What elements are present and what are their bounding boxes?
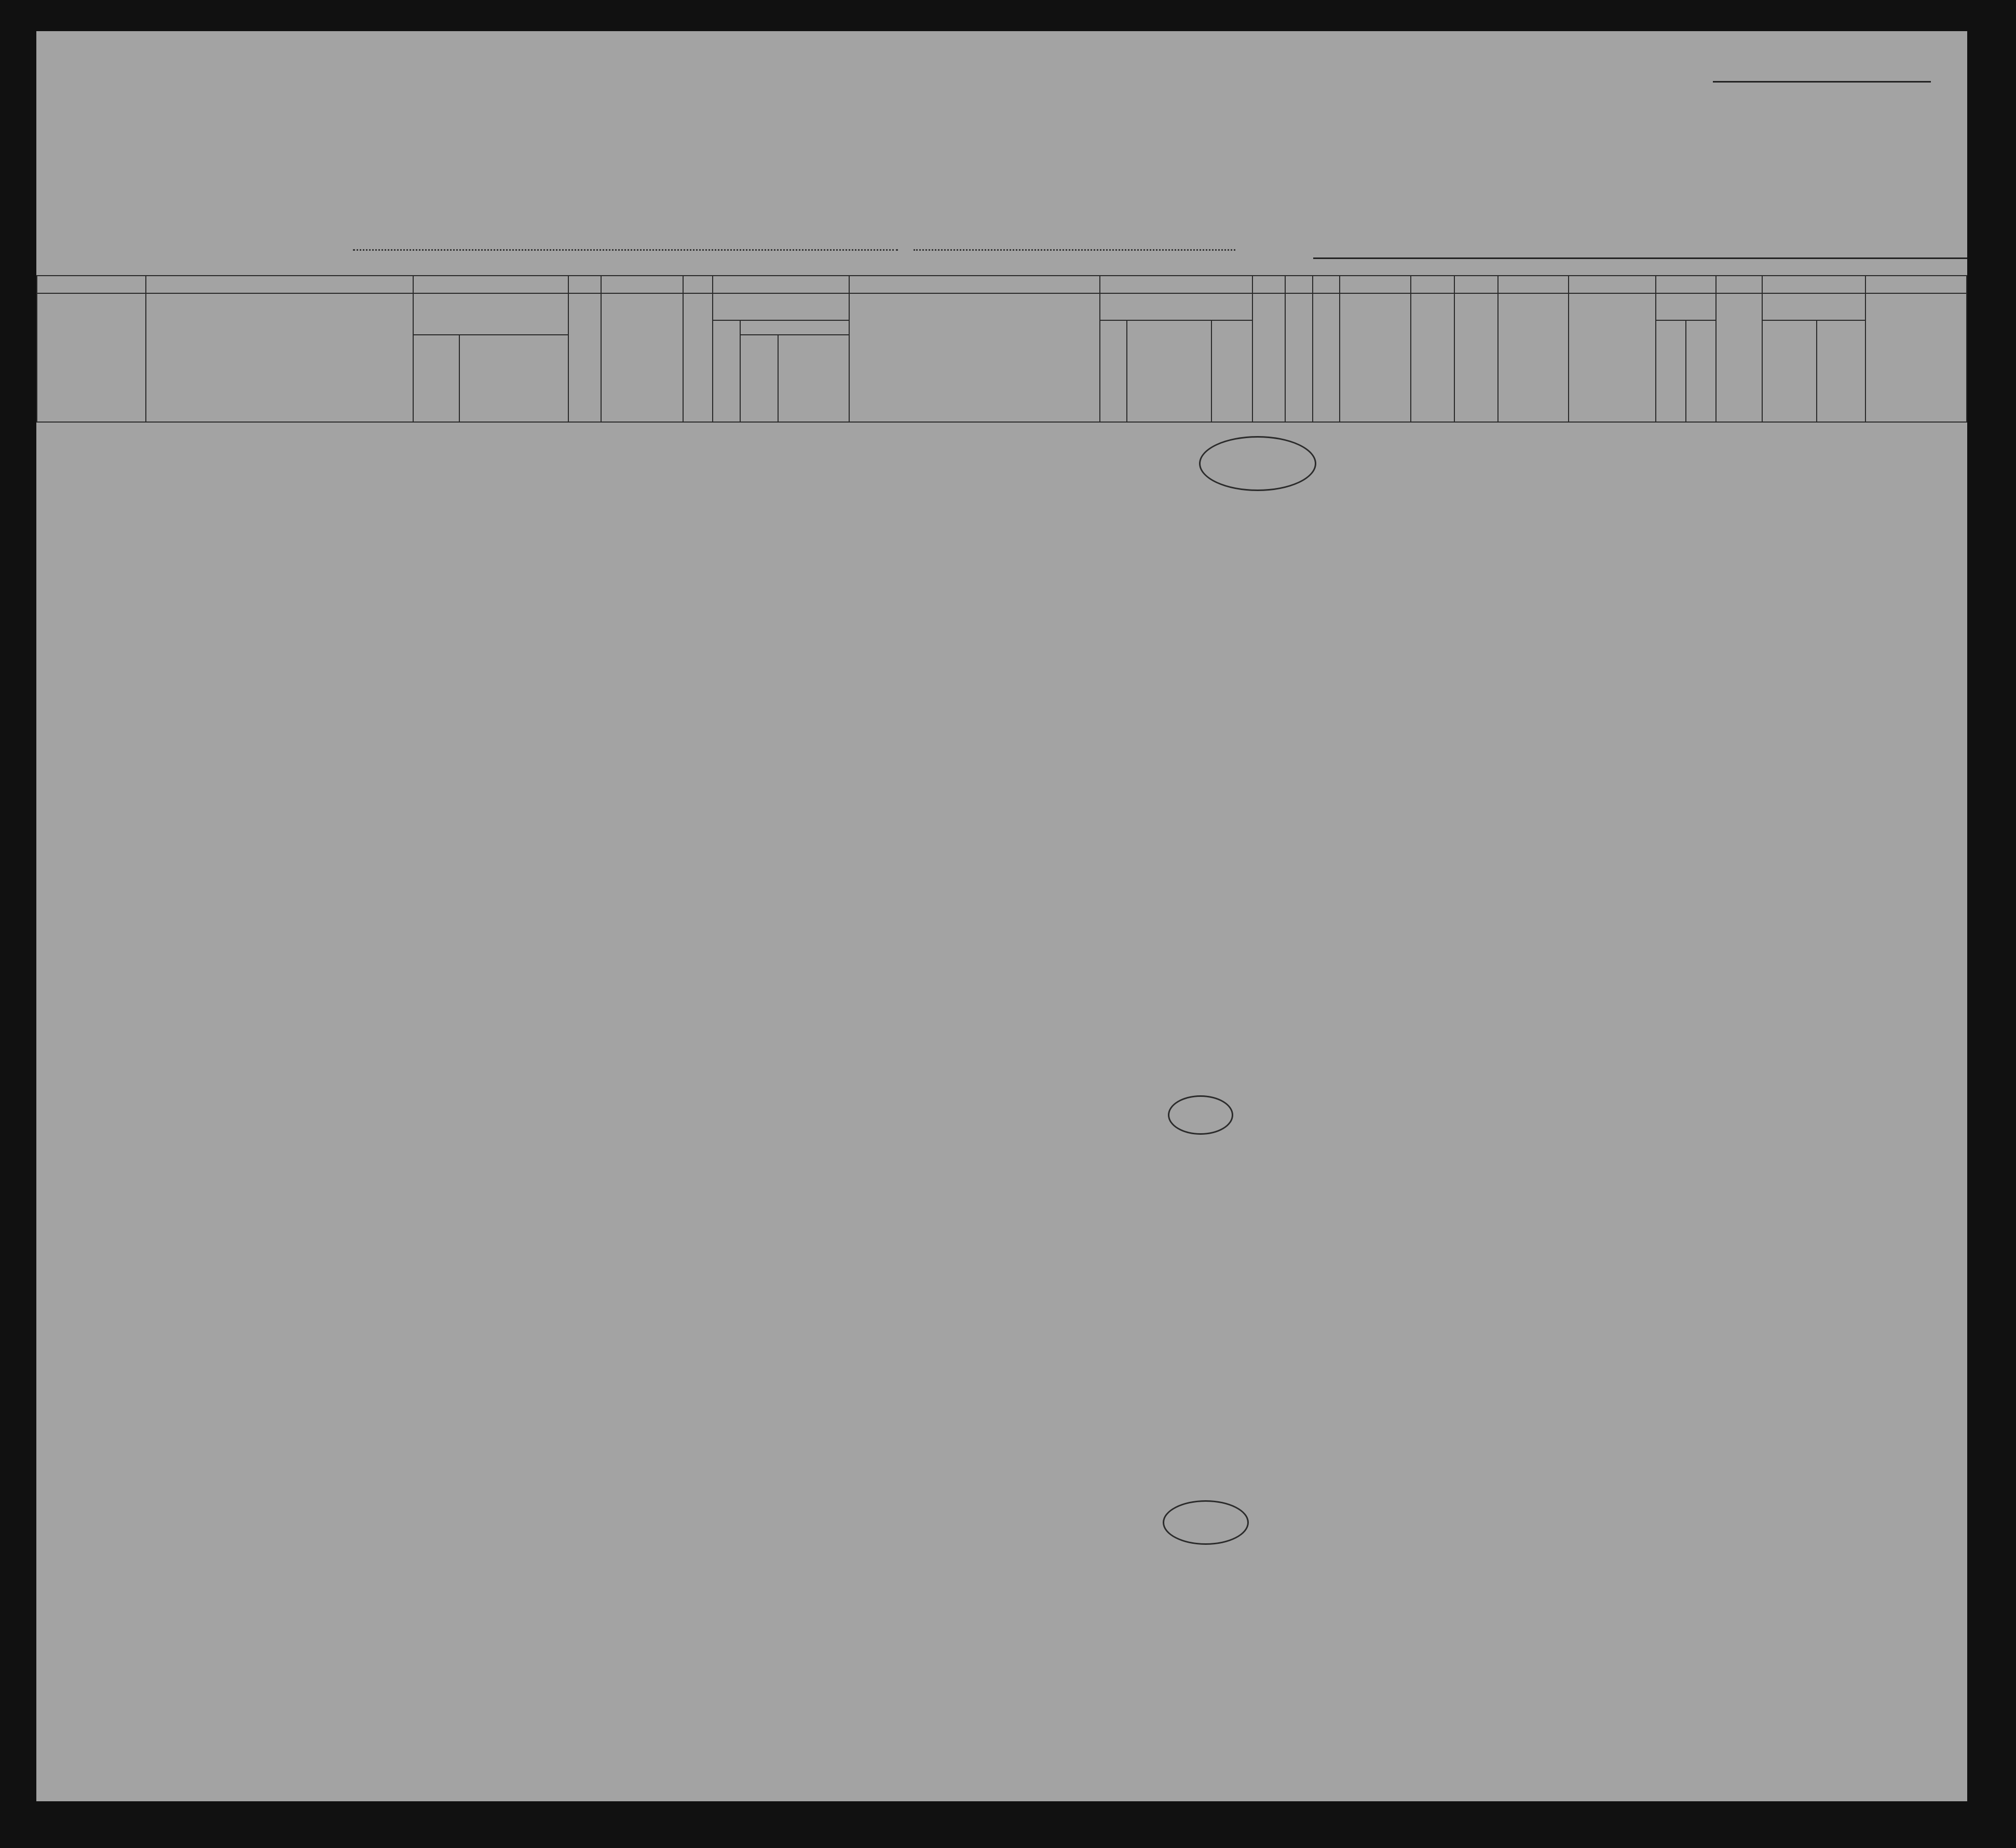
colnum-27 — [1313, 276, 1340, 293]
hdr-c29 — [1411, 293, 1454, 422]
colnum-16 — [37, 276, 146, 293]
colnum-20 — [601, 276, 683, 293]
hdr-c28 — [1340, 293, 1411, 422]
hdr-yes-or-no — [713, 320, 740, 422]
hdr-ticket — [568, 293, 601, 422]
colnum-35 — [1762, 276, 1866, 293]
header-row-1 — [37, 293, 1967, 320]
hdr-joining — [849, 293, 1100, 422]
hdr-if-yes — [740, 320, 849, 335]
colnum-23 — [849, 276, 1100, 293]
port-line — [353, 249, 898, 251]
colnum-32 — [1569, 276, 1656, 293]
colnum-21 — [683, 276, 713, 293]
hdr-eyes — [1817, 320, 1866, 422]
hdr-city — [459, 335, 568, 422]
colnum-36 — [1865, 276, 1967, 293]
colnum-33 — [1656, 276, 1716, 293]
colnum-17 — [146, 276, 413, 293]
hdr-year-period — [740, 335, 779, 422]
colnum-25 — [1252, 276, 1285, 293]
colnum-29 — [1411, 276, 1454, 293]
hdr-where — [778, 335, 849, 422]
colnum-22 — [713, 276, 849, 293]
pencil-circle-top — [1199, 436, 1316, 491]
colnum-34 — [1716, 276, 1762, 293]
colnum-31 — [1498, 276, 1569, 293]
hdr-deformed — [1569, 293, 1656, 422]
hdr-relative — [146, 293, 413, 422]
hdr-health — [1498, 293, 1569, 422]
hdr-marks — [1865, 293, 1967, 422]
hdr-paid-by — [601, 293, 683, 422]
column-number-row — [37, 276, 1967, 293]
hdr-c27 — [1313, 293, 1340, 422]
passenger-table — [36, 275, 1967, 423]
header-rule — [1313, 257, 1967, 259]
list-number-line — [1713, 81, 1931, 83]
hdr-no-on-list — [37, 293, 146, 422]
hdr-height — [1656, 293, 1716, 320]
hdr-purpose-b — [1127, 320, 1211, 422]
manifest-sheet — [36, 31, 1967, 1801]
colnum-19 — [568, 276, 601, 293]
hdr-color-of — [1762, 293, 1866, 320]
hdr-c25 — [1252, 293, 1285, 422]
date-line — [914, 249, 1235, 251]
hdr-c26 — [1285, 293, 1313, 422]
colnum-24 — [1100, 276, 1252, 293]
hdr-before-us — [713, 293, 849, 320]
hdr-purpose-c — [1211, 320, 1252, 422]
hdr-complexion — [1716, 293, 1762, 422]
hdr-purpose-a — [1100, 320, 1127, 422]
hdr-hair — [1762, 320, 1817, 422]
hdr-inches — [1686, 320, 1716, 422]
hdr-feet — [1656, 320, 1686, 422]
hdr-money — [683, 293, 713, 422]
colnum-30 — [1454, 276, 1498, 293]
pencil-circle — [1168, 1095, 1233, 1135]
hdr-purpose — [1100, 293, 1252, 320]
hdr-c30 — [1454, 293, 1498, 422]
pencil-circle-bottom — [1163, 1500, 1249, 1545]
colnum-26 — [1285, 276, 1313, 293]
colnum-28 — [1340, 276, 1411, 293]
hdr-final-destination — [413, 293, 568, 335]
hdr-state — [413, 335, 459, 422]
colnum-18 — [413, 276, 568, 293]
